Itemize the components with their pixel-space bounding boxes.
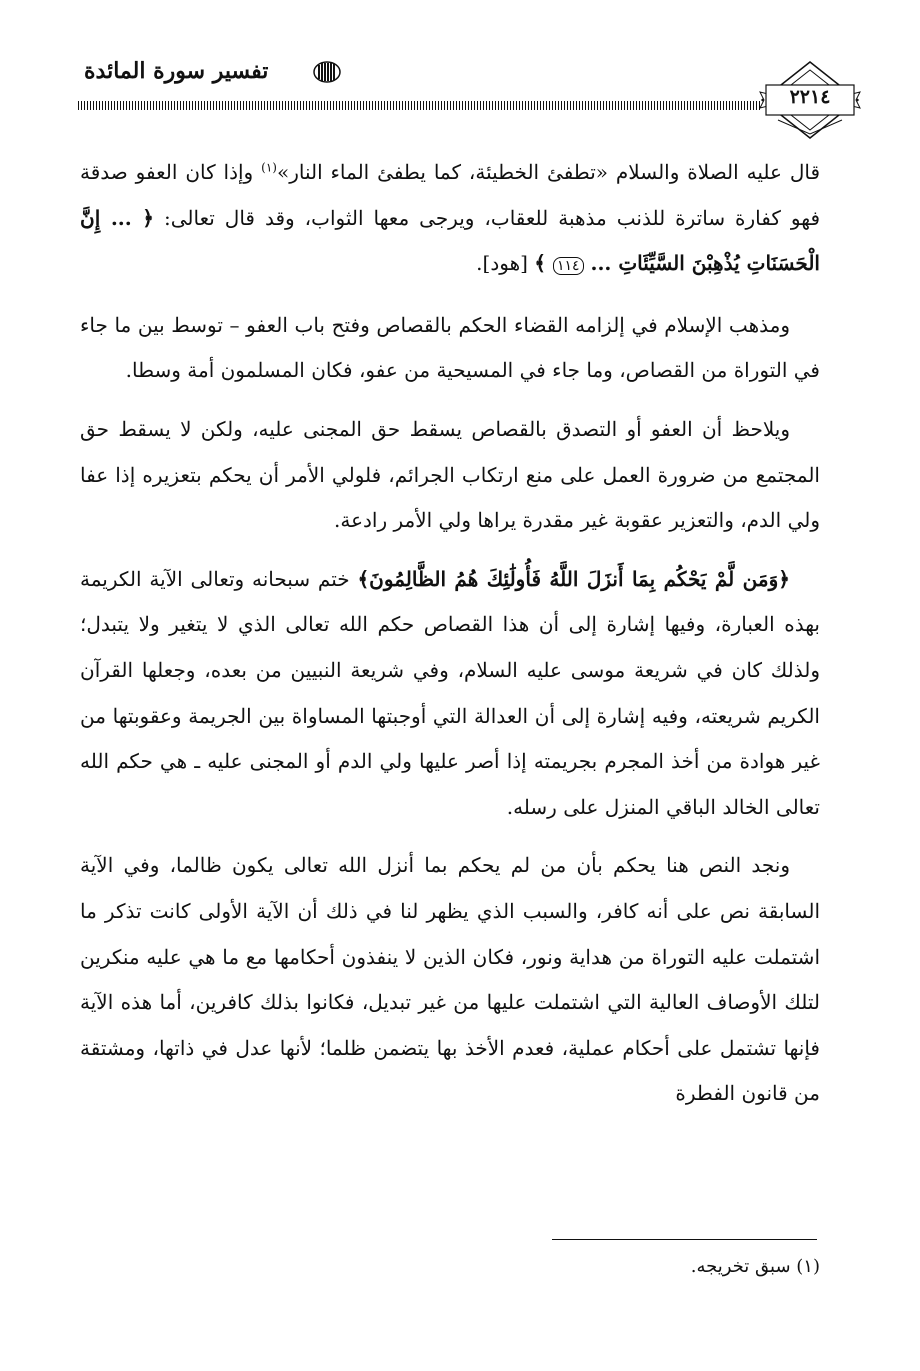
paragraph-5: ونجد النص هنا يحكم بأن من لم يحكم بما أنزل الله تعالى يكون ظالما، وفي الآية السابقة نص على أنه كافر، والسبب الذي يظهر لنا في ذلك أن الآية الأولى كانت تذكر ما اشتملت عليه التوراة من هداية ونور، فكان الذين لا ينفذون أحكامها مع ما هي عليه منكرين لتلك الأوصاف العالية التي اشتملت عليها من غير تبديل، فكانوا بذلك كافرين، أما هذه الآية فإنها تشتمل على أحكام عملية، فعدم الأخذ بها يتضمن ظلما؛ لأنها عدل في ذاتها، ومشتقة من قانون الفطرة — [80, 853, 820, 1106]
running-title: تفسير سورة المائدة — [84, 58, 269, 84]
paragraph-text: وإذا كان العفو صدقة فهو كفارة ساترة للذنب مذهبة للعقاب، ويرجى معها الثواب، وقد قال تعالى: — [80, 160, 821, 230]
verse-source: [هود]. — [476, 251, 535, 276]
paragraph-3: ويلاحظ أن العفو أو التصدق بالقصاص يسقط حق المجنى عليه، ولكن لا يسقط حق المجتمع من ضرورة العمل على منع ارتكاب الجرائم، فلولي الأمر أن يحكم بتعزيره إذا عفا ولي الدم، والتعزير عقوبة غير مقدرة يراها ولي الأمر رادعة. — [80, 416, 820, 533]
paragraph-4 — [80, 557, 820, 831]
main-text — [80, 150, 820, 1130]
footnote-text: سبق تخريجه. — [690, 1256, 791, 1277]
footnote — [520, 1256, 820, 1277]
paragraph-2: ومذهب الإسلام في إلزامه القضاء الحكم بالقصاص وفتح باب العفو – توسط بين ما جاء في التوراة من القصاص، وما جاء في المسيحية من عفو، فكان المسلمون أمة وسطا. — [80, 312, 820, 383]
page-number: ٢٢١٤ — [789, 86, 831, 108]
footnote-rule — [552, 1239, 817, 1240]
verse-number-marker: ١١٤ — [553, 257, 584, 275]
hadith-quote: قال عليه الصلاة والسلام «تطفئ الخطيئة، كما يطفئ الماء النار» — [276, 160, 821, 184]
header-rule — [78, 101, 760, 110]
ornament-icon — [312, 60, 342, 84]
footnote-ref[interactable]: (١) — [261, 160, 277, 175]
footnote-number: (١) — [796, 1256, 820, 1277]
quran-verse: ﴿وَمَن لَّمْ يَحْكُم بِمَا أَنزَلَ اللَّهُ فَأُولَٰئِكَ هُمُ الظَّالِمُونَ﴾ — [357, 566, 790, 591]
quran-verse-close: ﴾ — [534, 251, 553, 276]
quran-verse: ﴿ ... إِنَّ الْحَسَنَاتِ يُذْهِبْنَ السَّيِّئَاتِ ... — [80, 205, 820, 276]
paragraph-1 — [80, 150, 820, 290]
paragraph-text: ختم سبحانه وتعالى الآية الكريمة بهذه العبارة، وفيها إشارة إلى أن هذا القصاص حكم الله تعالى الذي لا يتغير ولا يتبدل؛ ولذلك كان في شريعة موسى عليه السلام، وفي شريعة النبيين من بعده، وجعلها القرآن الكريم شريعته، وفيه إشارة إلى أن العدالة التي أوجبتها المساواة بين الجريمة وعقوبتها من غير هوادة من أخذ المجرم بجريمته إذا أصر عليها ولي الدم أو المجنى عليه ـ هي حكم الله تعالى الخالد الباقي المنزل على رسله. — [80, 566, 820, 819]
